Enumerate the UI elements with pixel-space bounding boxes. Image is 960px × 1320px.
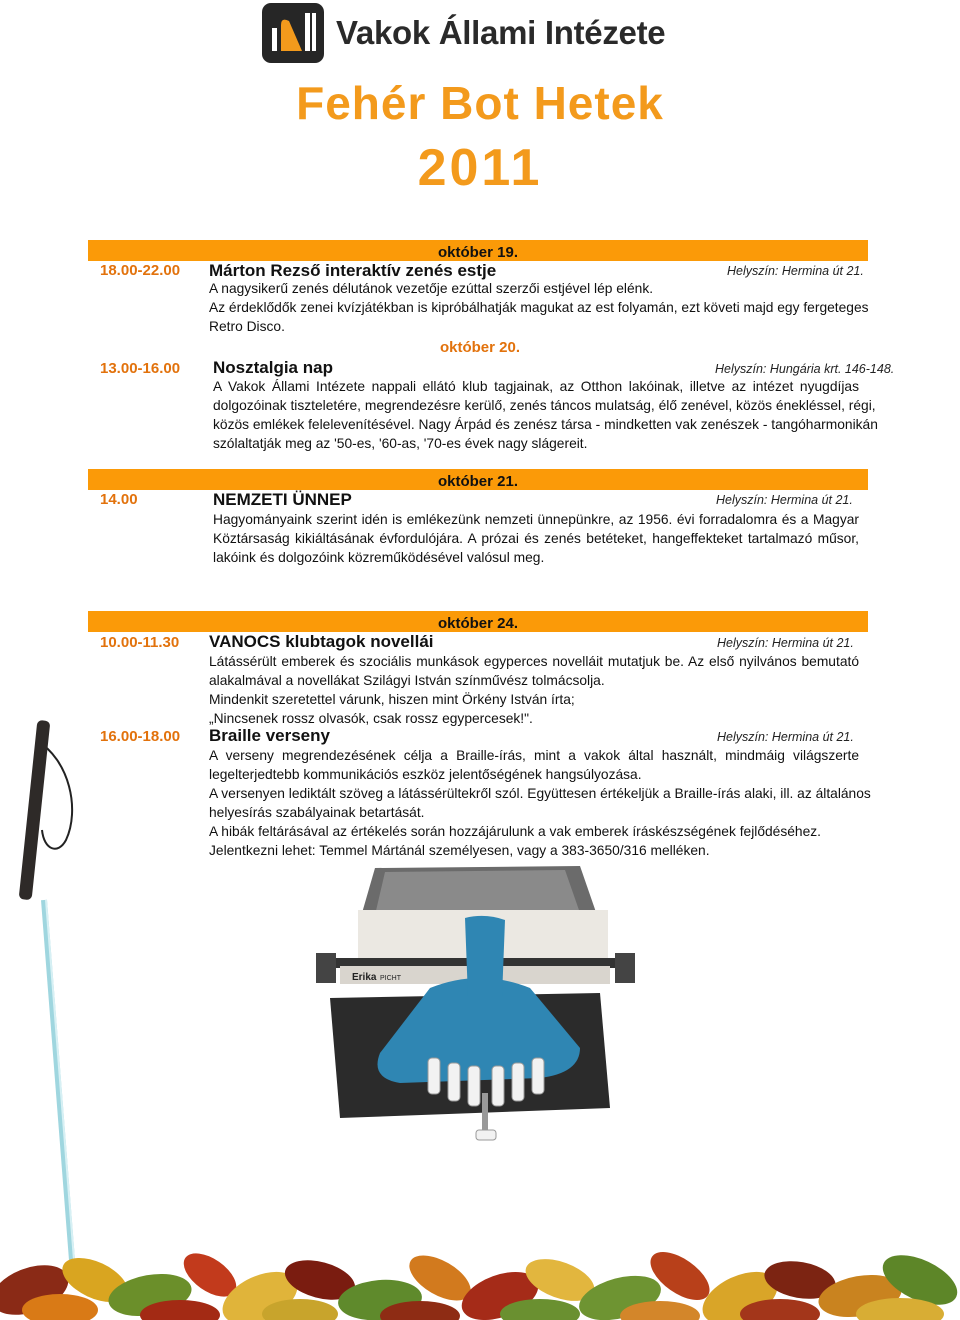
date-bar [88, 469, 868, 490]
date-bar [88, 240, 868, 261]
event-text-line: Retro Disco. [209, 319, 285, 334]
event-description [209, 652, 859, 728]
page-year: 2011 [417, 139, 543, 197]
event-description [213, 377, 878, 453]
date-label: október 21. [437, 473, 519, 490]
date-bar [88, 611, 868, 632]
event-venue: Helyszín: Hermina út 21. [727, 264, 864, 278]
event-text-line: dolgozóinak tiszteletére, megrendezésre kerülő, zenés táncos mulatság, élő zenével, közös énekléssel, régi, [213, 398, 876, 413]
event-text-line: A nagysikerű zenés délutánok vezetője ezúttal szerzői estjével lép elénk. [209, 281, 654, 296]
event-text-line: lakóink és dolgozóink közreműködésével valósul meg. [213, 550, 545, 565]
event-text-line: közös emlékek felelevenítésével. Nagy Árpád és zenész társa - mindketten vak zenészek - tangóharmonikán [213, 417, 878, 432]
event-venue: Helyszín: Hungária krt. 146-148. [715, 362, 895, 376]
typewriter-brand-label: Erika [352, 972, 377, 983]
white-cane-illustration [0, 700, 90, 1260]
event-text-line: A Vakok Állami Intézete nappali ellátó klub tagjainak, az Otthon lakóinak, illetve az intézet nyugdíjas [213, 379, 859, 394]
event-title: Márton Rezső interaktív zenés estje [209, 261, 497, 280]
braille-typewriter-illustration [280, 858, 640, 1148]
date-label: október 20. [439, 339, 521, 356]
event-time: 18.00-22.00 [100, 262, 181, 279]
org-name: Vakok Állami Intézete [336, 14, 666, 51]
event-time: 13.00-16.00 [100, 360, 181, 377]
event-text-line: szólaltatják meg az '50-es, '60-as, '70-es évek nagy slágereit. [213, 436, 588, 451]
logo-icon [262, 3, 324, 63]
date-label: október 19. [437, 244, 519, 261]
event-venue: Helyszín: Hermina út 21. [717, 730, 854, 744]
event-description [209, 746, 871, 860]
event-text-line: A versenyen lediktált szöveg a látássérültekről szól. Együttesen értékeljük a Braille-írás alaki, ill. az általános [209, 786, 871, 801]
date-label: október 24. [437, 615, 519, 632]
event-text-line: Jelentkezni lehet: Temmel Mártánál személyesen, vagy a 383-3650/316 melléken. [209, 843, 710, 858]
event-text-line: Hagyományaink szerint idén is emlékezünk nemzeti ünnepünkre, az 1956. évi forradalomra és a Magyar [213, 512, 859, 527]
event-text-line: Látássérült emberek és szociális munkások egyperces novelláit mutatjuk be. Az első nyilvános bemutató [209, 654, 859, 669]
event-title: VANOCS klubtagok novellái [209, 632, 434, 651]
autumn-leaves-decoration [0, 1180, 960, 1320]
event-title: Nosztalgia nap [213, 358, 333, 377]
event-time: 10.00-11.30 [100, 634, 180, 651]
event-text-line: Az érdeklődők zenei kvízjátékban is kipróbálhatják magukat az est folyamán, ezt követi majd egy fergeteges [209, 300, 869, 315]
event-text-line: alakalmával a novellákat Szilágyi István színművész tolmácsolja. [209, 673, 605, 688]
event-title: Braille verseny [209, 726, 330, 745]
event-text-line: legelterjedtebb kommunikációs eszköz jelentőségének hangsúlyozása. [209, 767, 642, 782]
event-text-line: Mindenkit szeretettel várunk, hiszen mint Örkény István írta; [209, 692, 575, 707]
event-description [213, 510, 859, 567]
event-text-line: helyesírás szabályainak betartását. [209, 805, 425, 820]
event-text-line: Köztársaság kikiáltásának évfordulójára. A prózai és zenés betéteket, hangeffekteket tartalmazó műsor, [213, 531, 859, 546]
event-text-line: A verseny megrendezésének célja a Braille-írás, mint a vakok által használt, mindmáig világszerte [209, 748, 859, 763]
event-time: 14.00 [100, 491, 138, 508]
page-title: Fehér Bot Hetek [296, 77, 664, 129]
typewriter-model-label: PICHT [380, 975, 401, 982]
event-text-line: A hibák feltárásával az értékelés során hozzájárulunk a vak emberek íráskészségének fejlődéséhez. [209, 824, 822, 839]
event-time: 16.00-18.00 [100, 728, 181, 745]
event-text-line: „Nincsenek rossz olvasók, csak rossz egypercesek!". [209, 711, 533, 726]
event-title: NEMZETI ÜNNEP [213, 490, 352, 509]
logo-mark [262, 3, 324, 63]
event-venue: Helyszín: Hermina út 21. [716, 493, 853, 507]
event-venue: Helyszín: Hermina út 21. [717, 636, 854, 650]
